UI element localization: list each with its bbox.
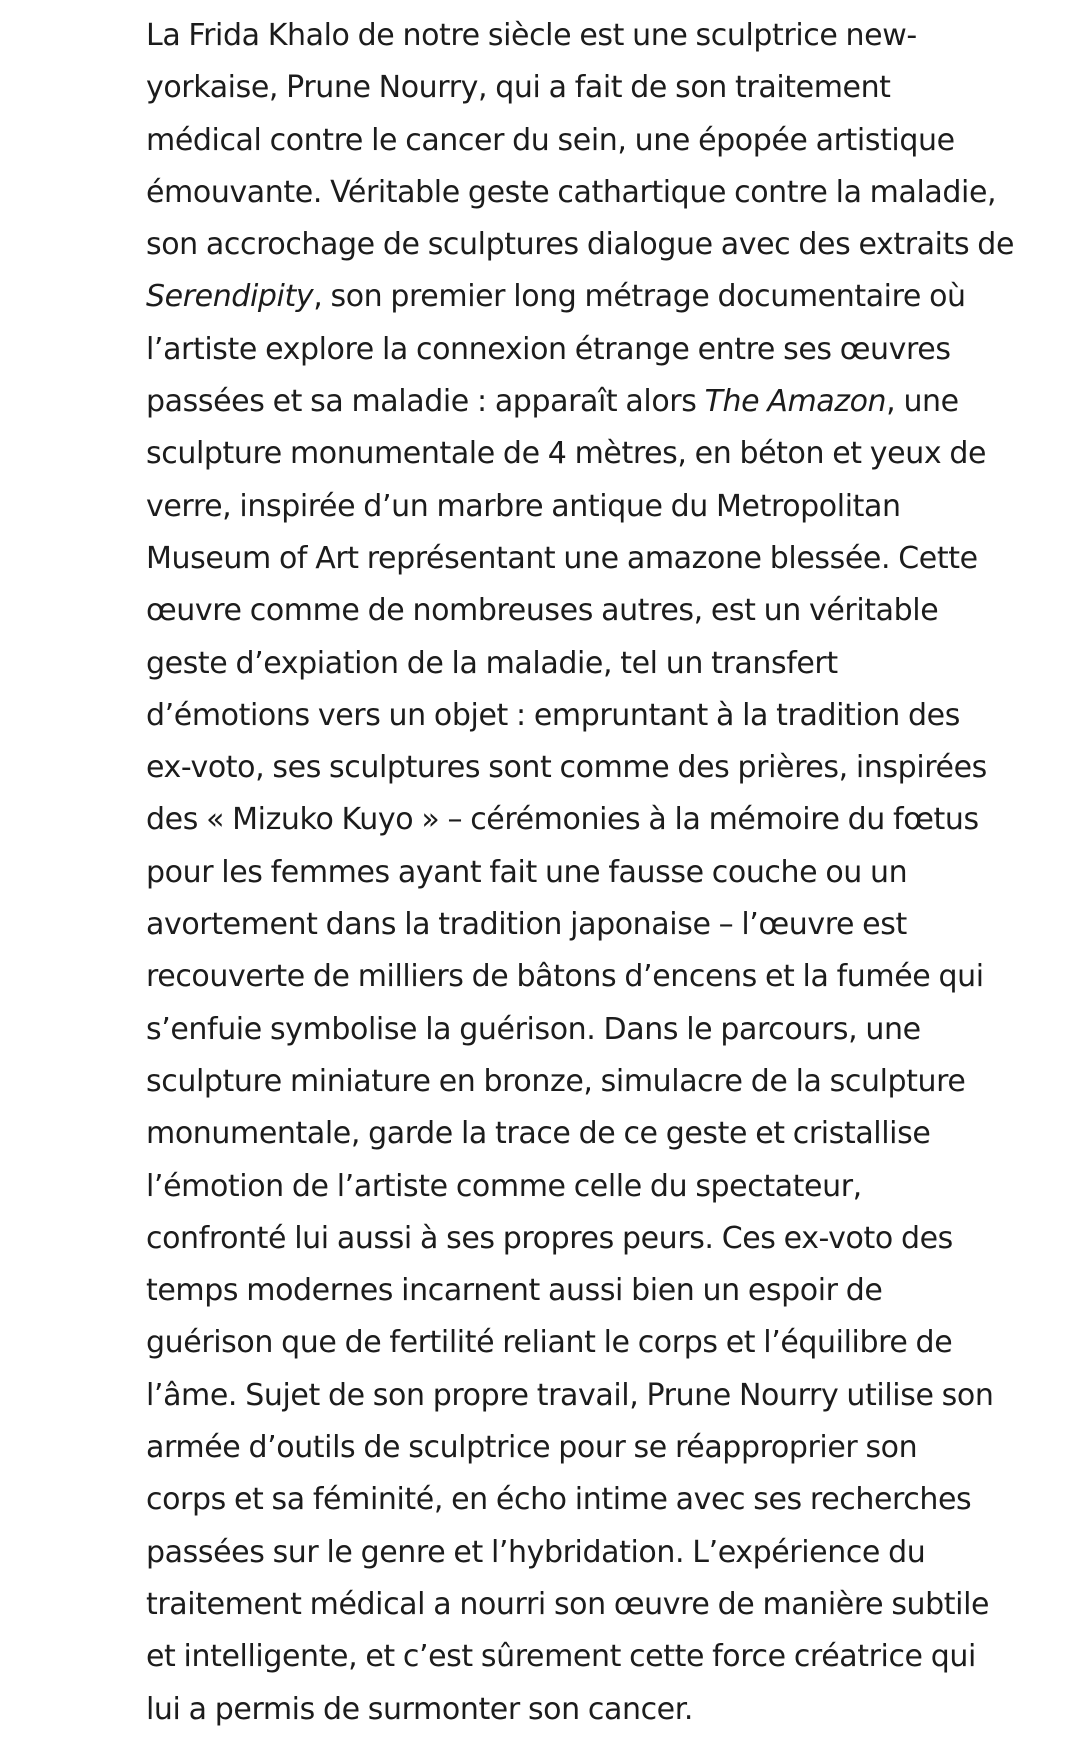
text-line: Museum of Art représentant une amazone blessée. Cette xyxy=(146,540,978,576)
text-line: médical contre le cancer du sein, une épopée artistique xyxy=(146,122,955,158)
text-line: et intelligente, et c’est sûrement cette force créatrice qui xyxy=(146,1639,976,1675)
text-line: l’émotion de l’artiste comme celle du spectateur, xyxy=(146,1168,862,1204)
text-line: sculpture miniature en bronze, simulacre de la sculpture xyxy=(146,1063,966,1099)
text-line: recouverte de milliers de bâtons d’encens et la fumée qui xyxy=(146,959,984,995)
text-line: son accrochage de sculptures dialogue avec des extraits de xyxy=(146,227,1015,263)
article-paragraph xyxy=(146,10,1064,1736)
text-line: guérison que de fertilité reliant le corps et l’équilibre de xyxy=(146,1325,953,1361)
text-line: sculpture monumentale de 4 mètres, en béton et yeux de xyxy=(146,436,987,472)
text-line: l’artiste explore la connexion étrange entre ses œuvres xyxy=(146,331,951,367)
text-line: l’âme. Sujet de son propre travail, Prune Nourry utilise son xyxy=(146,1377,994,1413)
text-line: yorkaise, Prune Nourry, qui a fait de son traitement xyxy=(146,70,891,106)
text-line: La Frida Khalo de notre siècle est une sculptrice new- xyxy=(146,18,917,53)
text-line: Serendipity, son premier long métrage documentaire où xyxy=(146,279,966,315)
text-line: pour les femmes ayant fait une fausse couche ou un xyxy=(146,854,908,890)
text-line: traitement médical a nourri son œuvre de manière subtile xyxy=(146,1586,990,1622)
text-line: émouvante. Véritable geste cathartique contre la maladie, xyxy=(146,174,997,210)
text-line: temps modernes incarnent aussi bien un espoir de xyxy=(146,1273,883,1309)
text-line: armée d’outils de sculptrice pour se réapproprier son xyxy=(146,1430,918,1466)
text-line: œuvre comme de nombreuses autres, est un véritable xyxy=(146,593,939,629)
text-line: lui a permis de surmonter son cancer. xyxy=(146,1691,694,1727)
text-line: monumentale, garde la trace de ce geste et cristallise xyxy=(146,1116,931,1152)
film-title-serendipity: Serendipity xyxy=(146,279,314,315)
text-line: verre, inspirée d’un marbre antique du Metropolitan xyxy=(146,488,901,524)
text-line: d’émotions vers un objet : empruntant à la tradition des xyxy=(146,697,960,733)
text-line: geste d’expiation de la maladie, tel un transfert xyxy=(146,645,838,681)
text-line: confronté lui aussi à ses propres peurs. Ces ex-voto des xyxy=(146,1220,953,1256)
text-line: des « Mizuko Kuyo » – cérémonies à la mémoire du fœtus xyxy=(146,802,979,838)
text-line: ex-voto, ses sculptures sont comme des prières, inspirées xyxy=(146,750,987,786)
text-line: avortement dans la tradition japonaise – l’œuvre est xyxy=(146,907,907,943)
text-line: corps et sa féminité, en écho intime avec ses recherches xyxy=(146,1482,972,1518)
artwork-title-the-amazon: The Amazon xyxy=(704,384,887,420)
text-line: passées et sa maladie : apparaît alors The Amazon, une xyxy=(146,384,959,420)
text-line: s’enfuie symbolise la guérison. Dans le parcours, une xyxy=(146,1011,921,1047)
text-line: passées sur le genre et l’hybridation. L’expérience du xyxy=(146,1534,926,1570)
